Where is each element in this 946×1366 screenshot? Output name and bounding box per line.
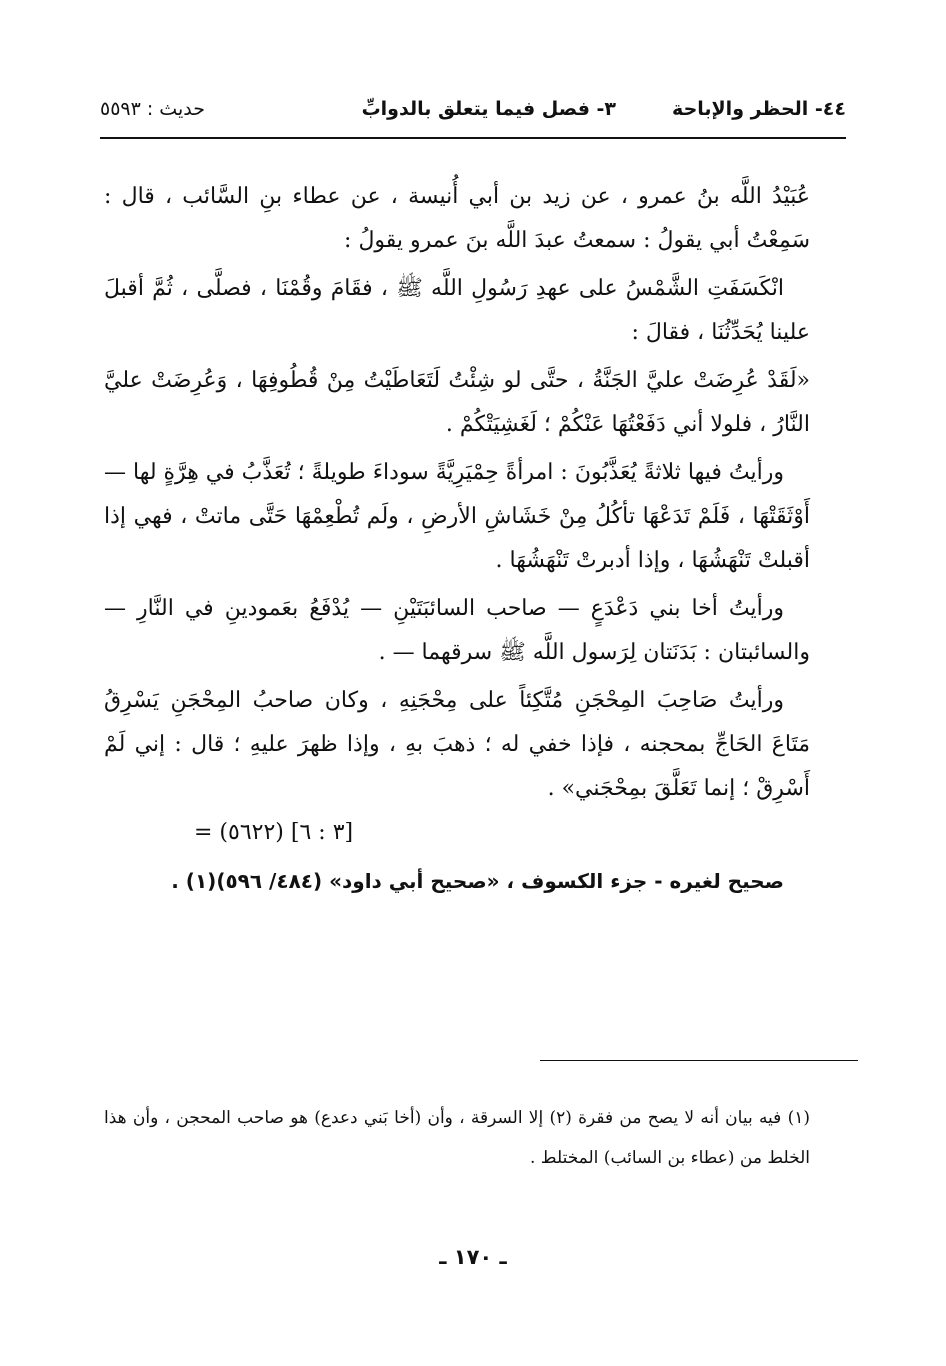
hadith-number: حديث : ٥٥٩٣ <box>100 98 205 120</box>
matn-paragraph: «لَقَدْ عُرِضَتْ عليَّ الجَنَّةُ ، حتَّى لو شِئْتُ لَتَعَاطَيْتُ مِنْ قُطُوفِهَا ، وَعُرِضَتْ عليَّ النَّارُ ، فلولا أني دَفَعْتُهَا عَنْكُمْ ؛ لَغَشِيَتْكُمْ . <box>104 368 810 437</box>
hadith-text <box>104 175 810 903</box>
page-number: ـ ١٧٠ ـ <box>439 1245 507 1269</box>
hadith-grade: صحيح لغيره - جزء الكسوف ، «صحيح أبي داود» (٤٨٤/ ٥٩٦)(١) . <box>171 869 784 893</box>
isnad-paragraph: عُبَيْدُ اللَّه بنُ عمرو ، عن زيد بن أبي أُنيسة ، عن عطاء بنِ السَّائب ، قال : سَمِعْتُ أبي يقولُ : سمعتُ عبدَ اللَّه بنَ عمرو يقولُ : <box>104 184 810 253</box>
matn-paragraph: ورأيتُ أخا بني دَعْدَعٍ — صاحب السائبَتَيْنِ — يُدْفَعُ بعَمودينِ في النَّارِ — والسائبتان : بَدَنَتان لِرَسول اللَّه ﷺ سرقهما — . <box>104 596 810 665</box>
matn-paragraph: انْكَسَفَتِ الشَّمْسُ على عهدِ رَسُولِ اللَّه ﷺ ، فقَامَ وقُمْنَا ، فصلَّى ، ثُمَّ أقبلَ علينا يُحَدِّثُنَا ، فقالَ : <box>104 276 810 345</box>
running-header <box>100 92 846 132</box>
cross-reference: = (٥٦٢٢) [٣ : ٦] <box>194 820 354 845</box>
chapter-title: ٣- فصل فيما يتعلق بالدوابِّ <box>361 98 616 120</box>
footnote-rule <box>540 1060 858 1061</box>
matn-paragraph: ورأيتُ فيها ثلاثةً يُعَذَّبُونَ : امرأةً حِمْيَرِيَّةً سوداءَ طويلةً ؛ تُعَذَّبُ في هِرَّةٍ لها — أَوْثَقَتْهَا ، فَلَمْ تَدَعْهَا تأكُلُ مِنْ خَشَاشِ الأرضِ ، ولَم تُطْعِمْهَا حَتَّى ماتتْ ، فهي إذا أقبلتْ تَنْهَشُهَا ، وإذا أدبرتْ تَنْهَشُهَا . <box>104 460 810 573</box>
footnote <box>104 1098 810 1178</box>
footnote-text: (١) فيه بيان أنه لا يصح من فقرة (٢) إلا السرقة ، وأن (أخا بَني دعدع) هو صاحب المحجن ، وأن هذا الخلط من (عطاء بن السائب) المختلط . <box>104 1108 810 1168</box>
book-title: ٤٤- الحظر والإباحة <box>672 98 846 120</box>
header-rule <box>100 137 846 139</box>
matn-paragraph: ورأيتُ صَاحِبَ المِحْجَنِ مُتَّكِئاً على مِحْجَنِهِ ، وكان صاحبُ المِحْجَنِ يَسْرِقُ مَتَاعَ الحَاجِّ بمحجنه ، فإذا خفي له ؛ ذهبَ بهِ ، وإذا ظهرَ عليهِ ؛ قال : إني لَمْ أَسْرِقْ ؛ إنما تَعَلَّقَ بمِحْجَني» . <box>104 688 810 801</box>
